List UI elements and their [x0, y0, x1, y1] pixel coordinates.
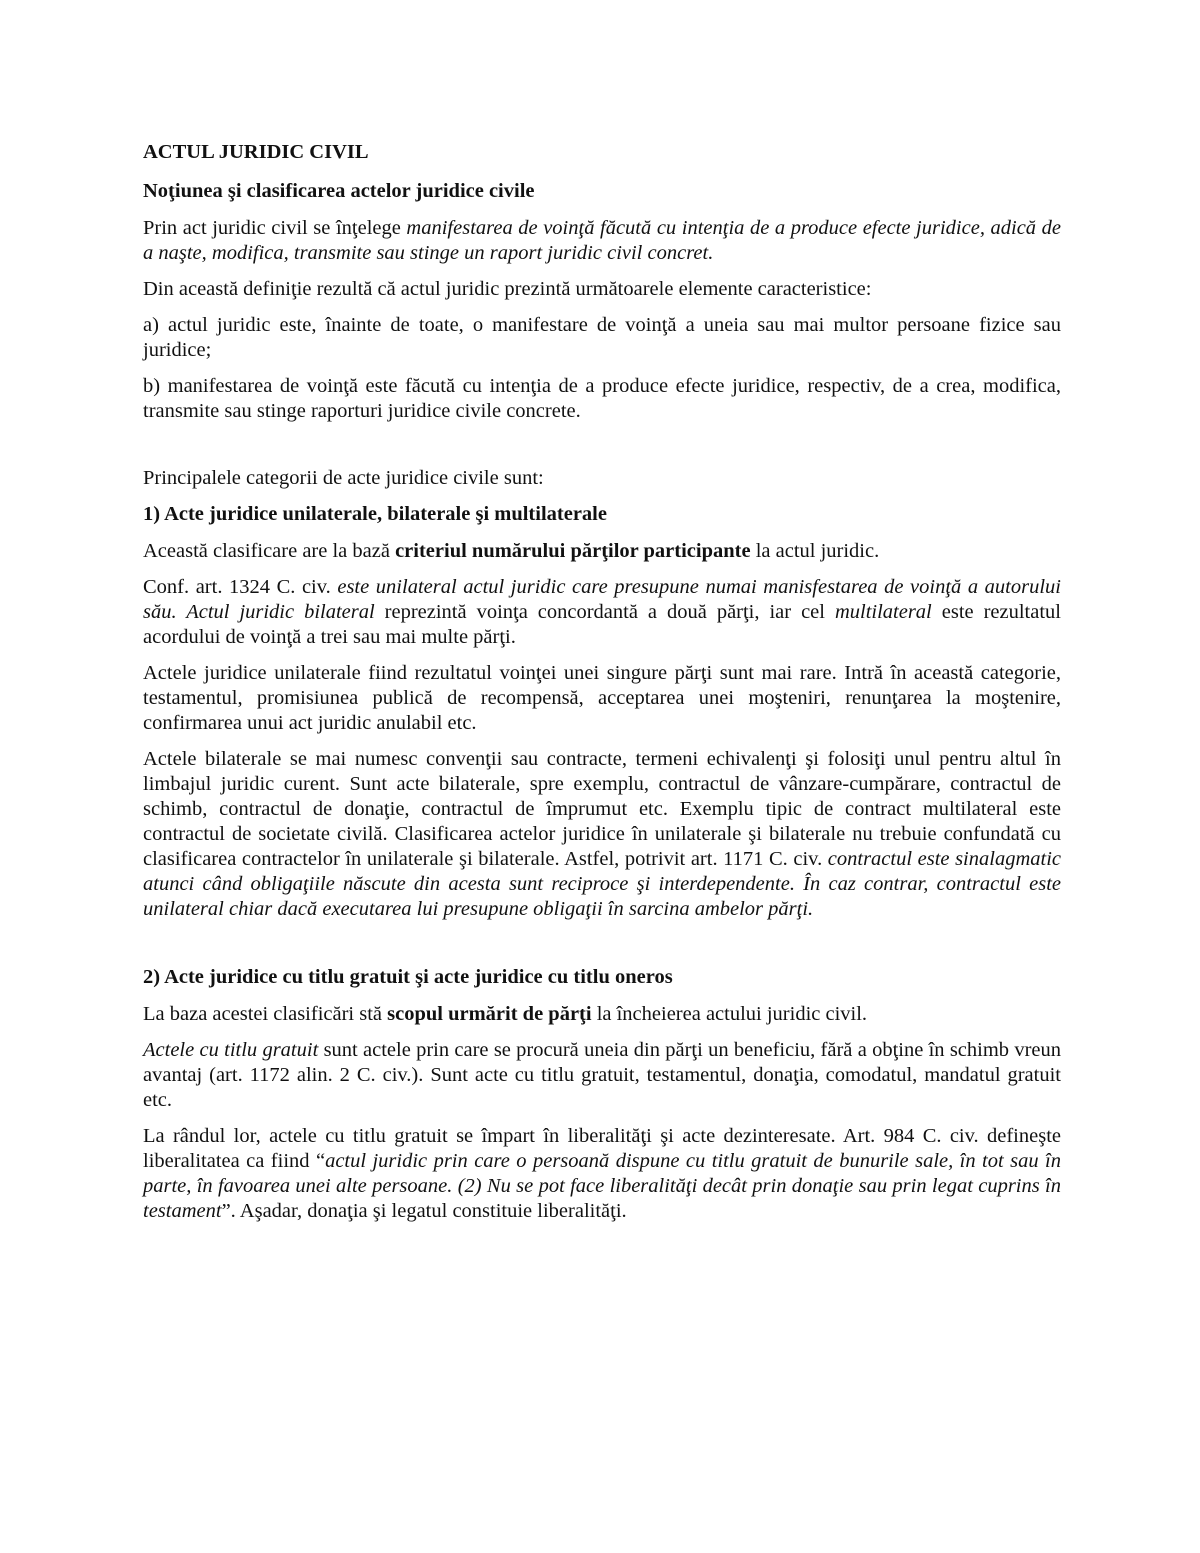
- section1-heading: 1) Acte juridice unilaterale, bilaterale şi multilaterale: [143, 503, 607, 525]
- section2-basis-post: la încheierea actului juridic civil.: [591, 1003, 868, 1025]
- liberalitati-pre: La rândul lor, actele cu titlu gratuit se împart în liberalităţi şi acte dezinteresate. Art. 984 C. civ. defineşte liberalitatea ca fiind “: [143, 1125, 1061, 1172]
- categories-intro: Principalele categorii de acte juridice civile sunt:: [143, 467, 544, 489]
- section2-heading: 2) Acte juridice cu titlu gratuit şi acte juridice cu titlu oneros: [143, 966, 673, 988]
- section1-basis-criterion: criteriul numărului părţilor participante: [395, 540, 751, 562]
- bilateral-text: Actele bilaterale se mai numesc convenţii sau contracte, termeni echivalenţi şi folosiţi unul pentru altul în limbajul juridic curent. Sunt acte bilaterale, spre exemplu, contractul de vânzare-cumpărare, contractul de schimb, contractul de donaţie, contractul de împrumut etc. Exemplu tipic de contract multilateral este contractul de societate civilă. Clasificarea actelor juridice în unilaterale şi bilaterale nu trebuie confundată cu clasificarea contractelor în unilaterale şi bilaterale. Astfel, potrivit art. 1171 C. civ.: [143, 748, 1061, 870]
- section2-basis: [143, 1002, 1061, 1027]
- section1-basis-pre: Această clasificare are la bază: [143, 540, 396, 562]
- definition-paragraph: [143, 216, 1061, 266]
- element-b: b) manifestarea de voinţă este făcută cu intenţia de a produce efecte juridice, respectiv, de a crea, modifica, transmite sau stinge raporturi juridice civile concrete.: [143, 375, 1061, 422]
- element-a: a) actul juridic este, înainte de toate, o manifestare de voinţă a uneia sau mai multor persoane fizice sau juridice;: [143, 314, 1061, 361]
- definition-emphasis: manifestarea de voinţă făcută cu intenţia de a produce efecte juridice, adică de a naşte, modifica, transmite sau stinge un raport juridic civil concret.: [143, 217, 1061, 264]
- unilateral-paragraph: Actele juridice unilaterale fiind rezultatul voinţei unei singure părţi sunt mai rare. Intră în această categorie, testamentul, promisiunea publică de recompensă, acceptarea unei moşteniri, renunţarea la moştenire, confirmarea unui act juridic anulabil etc.: [143, 662, 1061, 734]
- section2-basis-pre: La baza acestei clasificări stă: [143, 1003, 388, 1025]
- gratuit-text: sunt actele prin care se procură uneia din părţi un beneficiu, fără a obţine în schimb vreun avantaj (art. 1172 alin. 2 C. civ.). Sunt acte cu titlu gratuit, testamentul, donaţia, comodatul, mandatul gratuit etc.: [143, 1039, 1062, 1111]
- document-title: ACTUL JURIDIC CIVIL: [143, 141, 369, 163]
- bilateral-italic-quote: contractul este sinalagmatic atunci când obligaţiile născute din acesta sunt reciproce şi interdependente. În caz contrar, contractul este unilateral chiar dacă executarea lui presupune obligaţii în sarcina ambelor părţi.: [143, 848, 1061, 920]
- section1-basis: [143, 539, 1061, 564]
- liberalitati-post: ”. Aşadar, donaţia şi legatul constituie liberalităţi.: [221, 1200, 627, 1222]
- gratuit-term: Actele cu titlu gratuit: [143, 1039, 319, 1061]
- document-page: [143, 140, 1061, 1235]
- art1324-italic-definition: este unilateral actul juridic care presupune numai manisfestarea de voinţă a autorului său. Actul juridic bilateral: [143, 576, 1061, 623]
- elements-intro: Din această definiţie rezultă că actul juridic prezintă următoarele elemente caracteristice:: [143, 278, 872, 300]
- liberalitati-paragraph: [143, 1124, 1061, 1224]
- art1324-paragraph: [143, 575, 1061, 650]
- document-subtitle: Noţiunea şi clasificarea actelor juridice civile: [143, 180, 535, 202]
- section1-basis-post: la actul juridic.: [750, 540, 880, 562]
- art1324-multilateral: multilateral: [834, 601, 932, 623]
- gratuit-paragraph: [143, 1038, 1061, 1113]
- liberalitati-quote: actul juridic prin care o persoană dispune cu titlu gratuit de bunurile sale, în tot sau în parte, în favoarea unei alte persoane. (2) Nu se pot face liberalităţi decât prin donaţie sau prin legat cuprins în testament: [143, 1150, 1061, 1222]
- art1324-pre: Conf. art. 1324 C. civ.: [143, 576, 338, 598]
- definition-intro: Prin act juridic civil se înţelege: [143, 217, 407, 239]
- art1324-post: este rezultatul acordului de voinţă a trei sau mai multe părţi.: [143, 601, 1061, 648]
- art1324-mid: reprezintă voinţa concordantă a două părţi, iar cel: [374, 601, 835, 623]
- section2-basis-purpose: scopul urmărit de părţi: [387, 1003, 592, 1025]
- bilateral-paragraph: [143, 747, 1061, 922]
